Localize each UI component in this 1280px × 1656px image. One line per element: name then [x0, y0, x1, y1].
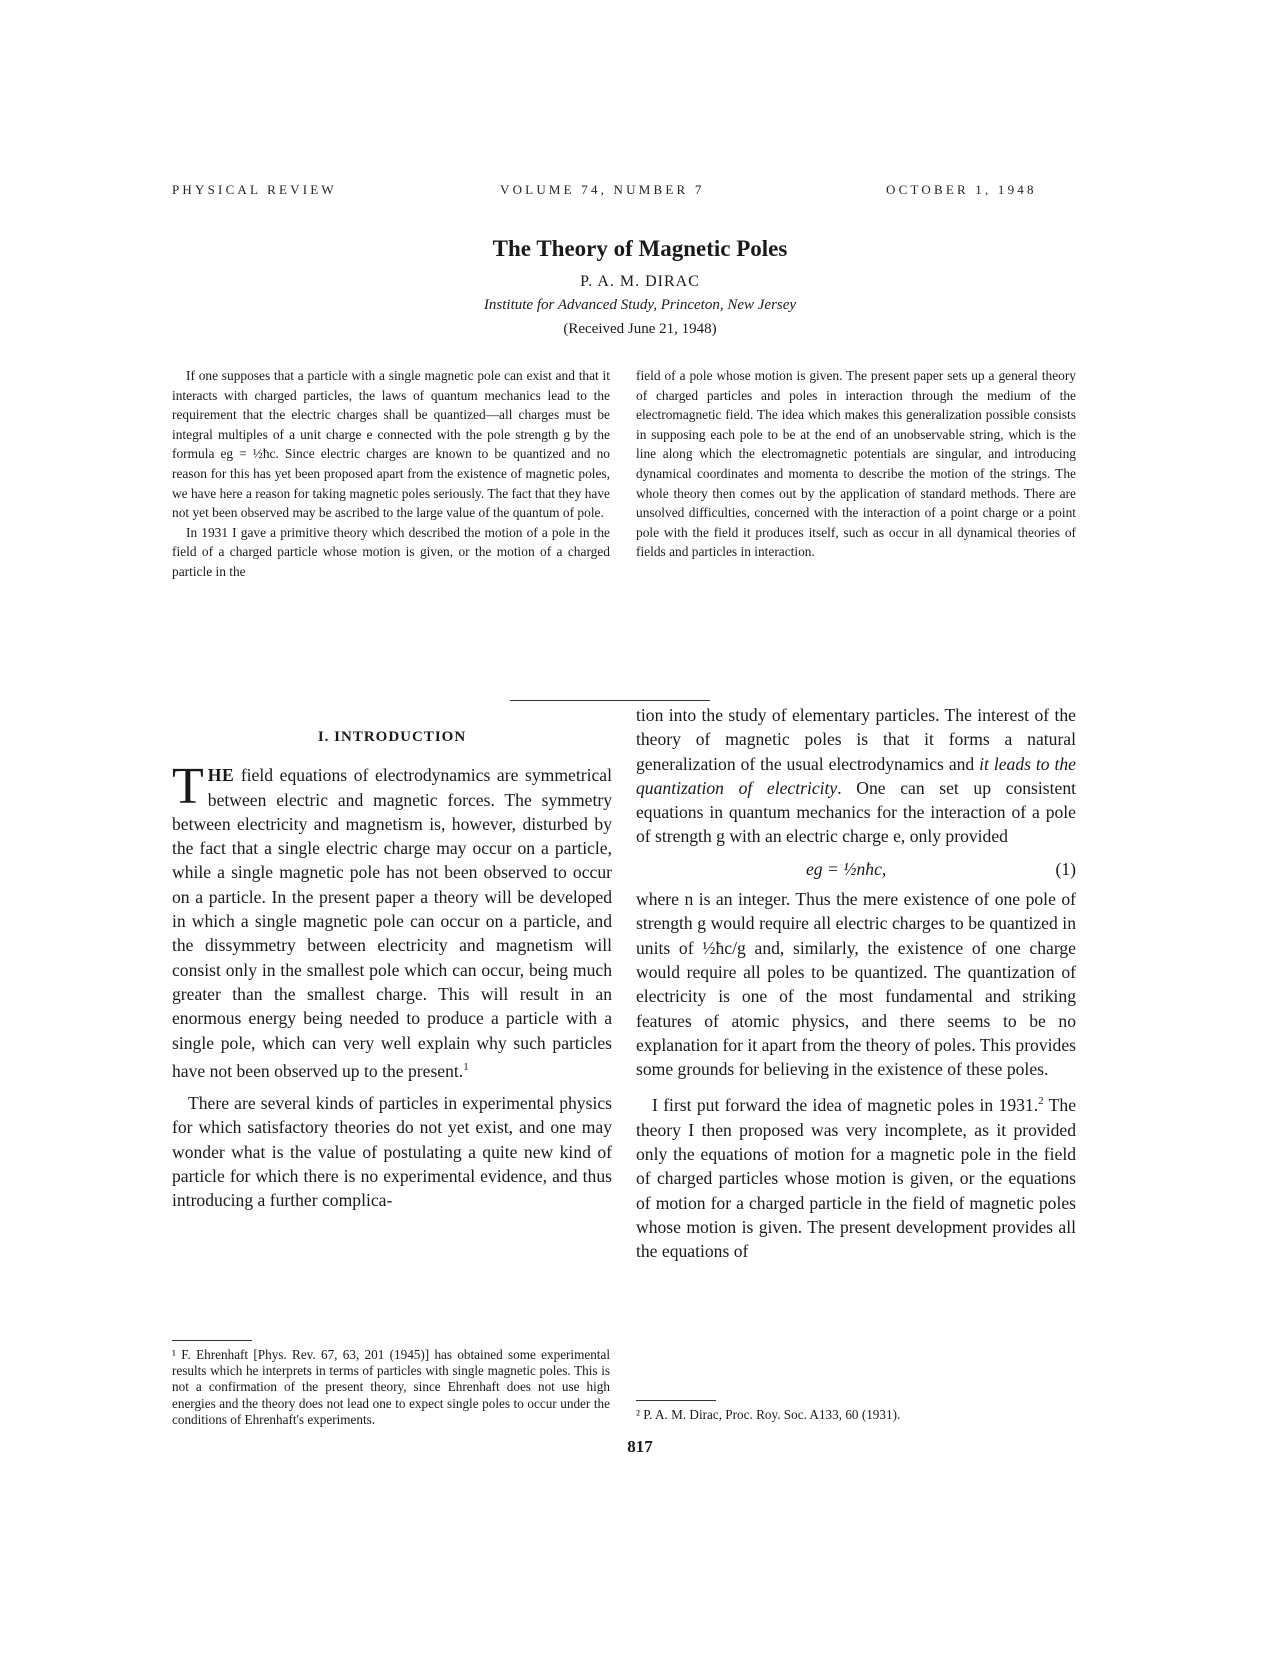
footnote-text: ² P. A. M. Dirac, Proc. Roy. Soc. A133, 60 (1931).: [636, 1407, 901, 1422]
footnote-marker: 2: [1038, 1095, 1044, 1108]
section-heading: I. INTRODUCTION: [317, 729, 467, 745]
body-paragraph: [172, 758, 612, 1083]
equation-number: (1): [1055, 858, 1076, 879]
paragraph-text: I first put forward the idea of magnetic poles in 1931.: [652, 1095, 1039, 1116]
footnote-marker: 1: [463, 1060, 469, 1073]
footnote-text: ¹ F. Ehrenhaft [Phys. Rev. 67, 63, 201 (1945)] has obtained some experimental results which he interprets in terms of particles with single magnetic poles. This is not a confirmation of the present theory, since Ehrenhaft does not use high energies and the theory does not lead one to expect single poles to occur under the conditions of Ehrenhaft's experiments.: [172, 1347, 610, 1427]
running-header-journal: PHYSICAL REVIEW: [172, 182, 337, 197]
footnote-rule: [636, 1400, 716, 1401]
author: P. A. M. DIRAC: [580, 273, 700, 290]
abstract-paragraph: field of a pole whose motion is given. The present paper sets up a general theory of charged particles and poles in interaction through the medium of the electromagnetic field. The idea which makes this generalization possible consists in supposing each pole to be at the end of an unobservable string, which is the line along which the electromagnetic potentials are singular, and introducing dynamical coordinates and momenta to describe the motion of the strings. The whole theory then comes out by the application of standard methods. There are unsolved difficulties, concerned with the interaction of a point charge or a point pole with the field it produces itself, such as occur in all dynamical theories of fields and particles in interaction.: [636, 368, 1076, 560]
received-date: (Received June 21, 1948): [563, 321, 717, 337]
body-right-column: [636, 703, 1076, 1271]
body-paragraph: where n is an integer. Thus the mere existence of one pole of strength g would require all electric charges to be quantized in units of ½ħc/g and, similarly, the existence of one charge would require all poles to be quantized. The quantization of electricity is one of the most fundamental and striking features of atomic physics, and there seems to be no explanation for it apart from the theory of poles. This provides some grounds for believing in the existence of these poles.: [636, 889, 1076, 1080]
paragraph-text: tion into the study of elementary particles. The interest of the theory of magnetic poles is that it forms a natural generalization of the usual electrodynamics and: [636, 705, 1076, 774]
drop-cap: T: [172, 758, 204, 816]
abstract-left-column: [172, 366, 610, 582]
running-header-volume: VOLUME 74, NUMBER 7: [500, 182, 705, 197]
running-header-date: OCTOBER 1, 1948: [886, 182, 1037, 197]
body-paragraph: [636, 1089, 1076, 1263]
emphasis-text: it leads to the quantization of electricity: [636, 753, 1076, 798]
footnote-2: [636, 1394, 1076, 1423]
lead-word: HE: [207, 765, 235, 786]
section-divider: [510, 700, 710, 701]
paper-title: The Theory of Magnetic Poles: [492, 236, 788, 261]
body-paragraph: [636, 703, 1076, 849]
abstract-paragraph: If one supposes that a particle with a single magnetic pole can exist and that it interacts with charged particles, the laws of quantum mechanics lead to the requirement that the electric charges shall be quantized—all charges must be integral multiples of a unit charge e connected with the pole strength g by the formula eg = ½ħc. Since electric charges are known to be quantized and no reason for this has yet been proposed apart from the existence of magnetic poles, we have here a reason for taking magnetic poles seriously. The fact that they have not yet been observed may be ascribed to the large value of the quantum of pole.: [172, 368, 610, 521]
paragraph-text: The theory I then proposed was very incomplete, as it provided only the equations of motion for a magnetic pole in the field of charged particles whose motion is given, or the equations of motion for a charged particle in the field of magnetic poles whose motion is given. The present development provides all the equations of: [636, 1095, 1077, 1262]
paragraph-text: . One can set up consistent equations in quantum mechanics for the interaction of a pole of strength g with an electric charge e, only provided: [636, 777, 1076, 847]
footnote-1: [172, 1334, 610, 1428]
body-left-column: [172, 725, 612, 1221]
footnote-rule: [172, 1340, 252, 1341]
equation-1: [636, 857, 1076, 881]
paragraph-text: field equations of electrodynamics are symmetrical between electric and magnetic forces. The symmetry between electricity and magnetism is, however, disturbed by the fact that a single electric charge may occur on a particle, while a single magnetic pole has not been observed to occur on a particle. In the present paper a theory will be developed in which a single magnetic pole can occur on a particle, and the dissymmetry between electricity and magnetism will consist only in the smallest pole which can occur, being much greater than the smallest charge. This will result in an enormous energy being needed to produce a particle with a single pole, which can very well explain why such particles have not been observed up to the present.: [172, 765, 612, 1081]
affiliation: Institute for Advanced Study, Princeton, New Jersey: [483, 297, 797, 313]
equation: eg = ½nħc,: [806, 858, 887, 879]
abstract-right-column: [636, 366, 1076, 562]
page-number: 817: [627, 1437, 653, 1456]
abstract-paragraph: In 1931 I gave a primitive theory which described the motion of a pole in the field of a charged particle whose motion is given, or the motion of a charged particle in the: [172, 524, 610, 579]
body-paragraph: There are several kinds of particles in experimental physics for which satisfactory theories do not yet exist, and one may wonder what is the value of postulating a quite new kind of particle for which there is no experimental evidence, and thus introducing a further complica-: [172, 1093, 612, 1211]
